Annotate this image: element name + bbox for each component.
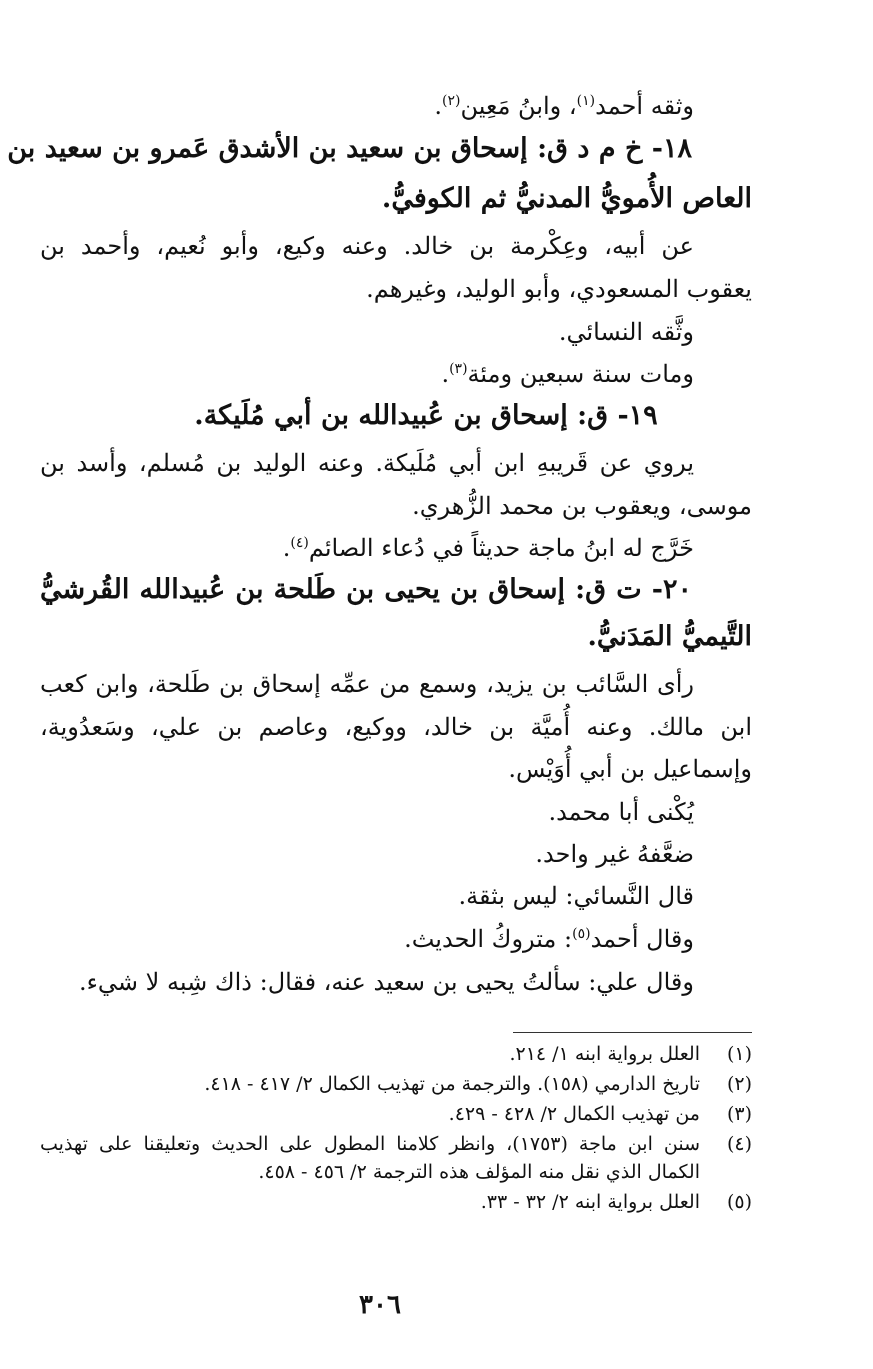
text-line: رأى السَّائب بن يزيد، وسمع من عمِّه إسحاق بن طَلحة، وابن كعب	[40, 670, 694, 698]
text-line: ابن مالك. وعنه أُميَّة بن خالد، ووكيع، وعاصم بن علي، وسَعدُوية،	[40, 713, 753, 741]
text-line: وإسماعيل بن أبي أُوَيْس.	[508, 755, 752, 783]
text-line: يروي عن قَريبهِ ابن أبي مُلَيكة. وعنه الوليد بن مُسلم، وأسد بن	[40, 449, 694, 477]
footnote-text: الكمال الذي نقل منه المؤلف هذه الترجمة ٢/ ٤٥٦ - ٤٥٨.	[258, 1161, 700, 1183]
footnote-ref[interactable]: (٢)	[442, 93, 461, 109]
text-line: يعقوب المسعودي، وأبو الوليد، وغيرهم.	[366, 275, 752, 303]
footnote-ref[interactable]: (١)	[576, 93, 596, 109]
footnote-number: (٤)	[726, 1133, 752, 1155]
footnote-number: (٢)	[726, 1073, 752, 1095]
entry-heading-18: ١٨- خ م د ق: إسحاق بن سعيد بن الأشدق عَمرو بن سعيد بن	[7, 133, 692, 164]
text-line: وقال أحمد$^{(٥)}$: متروكُ الحديث.	[404, 925, 694, 953]
text-line: ضعَّفهُ غير واحد.	[535, 840, 694, 868]
footnote-ref[interactable]: (٣)	[449, 361, 468, 377]
text-line: عن أبيه، وعِكْرمة بن خالد. وعنه وكيع، وأبو نُعيم، وأحمد بن	[40, 232, 694, 260]
text-line: وثَّقه النسائي.	[558, 318, 694, 346]
page-number: ٣٠٦	[359, 1290, 401, 1320]
text-line: موسى، ويعقوب بن محمد الزُّهري.	[412, 492, 752, 520]
footnote-ref[interactable]: (٤)	[290, 535, 309, 551]
entry-heading-18-cont: العاص الأُمويُّ المدنيُّ ثم الكوفيُّ.	[381, 183, 752, 214]
text-line: وثقه أحمد$^{(١)}$، وابنُ مَعِين$^{(٢)}$.	[434, 92, 694, 120]
footnote-separator	[513, 1032, 752, 1033]
entry-heading-19: ١٩- ق: إسحاق بن عُبيدالله بن أبي مُلَيكة.	[194, 400, 658, 431]
footnote-text: تاريخ الدارمي (١٥٨). والترجمة من تهذيب الكمال ٢/ ٤١٧ - ٤١٨.	[204, 1073, 700, 1095]
footnote-text: سنن ابن ماجة (١٧٥٣)، وانظر كلامنا المطول على الحديث وتعليقنا على تهذيب	[40, 1133, 700, 1155]
footnote-text: العلل برواية ابنه ١/ ٢١٤.	[509, 1043, 700, 1065]
text-line: وقال علي: سألتُ يحيى بن سعيد عنه، فقال: ذاك شِبه لا شيء.	[79, 968, 694, 996]
entry-heading-20: ٢٠- ت ق: إسحاق بن يحيى بن طَلحة بن عُبيدالله القُرشيُّ	[40, 574, 692, 605]
text-line: يُكْنى أبا محمد.	[548, 798, 694, 826]
text-line: ومات سنة سبعين ومئة$^{(٣)}$.	[441, 360, 694, 388]
footnote-text: العلل برواية ابنه ٢/ ٣٢ - ٣٣.	[480, 1191, 700, 1213]
footnote-text: من تهذيب الكمال ٢/ ٤٢٨ - ٤٢٩.	[448, 1103, 700, 1125]
text-line: خَرَّج له ابنُ ماجة حديثاً في دُعاء الصائم$^{(٤)}$.	[282, 534, 694, 562]
footnote-number: (١)	[726, 1043, 752, 1065]
entry-heading-20-cont: التَّيميُّ المَدَنيُّ.	[587, 621, 752, 652]
footnote-number: (٥)	[726, 1191, 752, 1213]
text-line: قال النَّسائي: ليس بثقة.	[458, 882, 694, 910]
footnote-ref[interactable]: (٥)	[572, 926, 591, 942]
footnote-number: (٣)	[726, 1103, 752, 1125]
